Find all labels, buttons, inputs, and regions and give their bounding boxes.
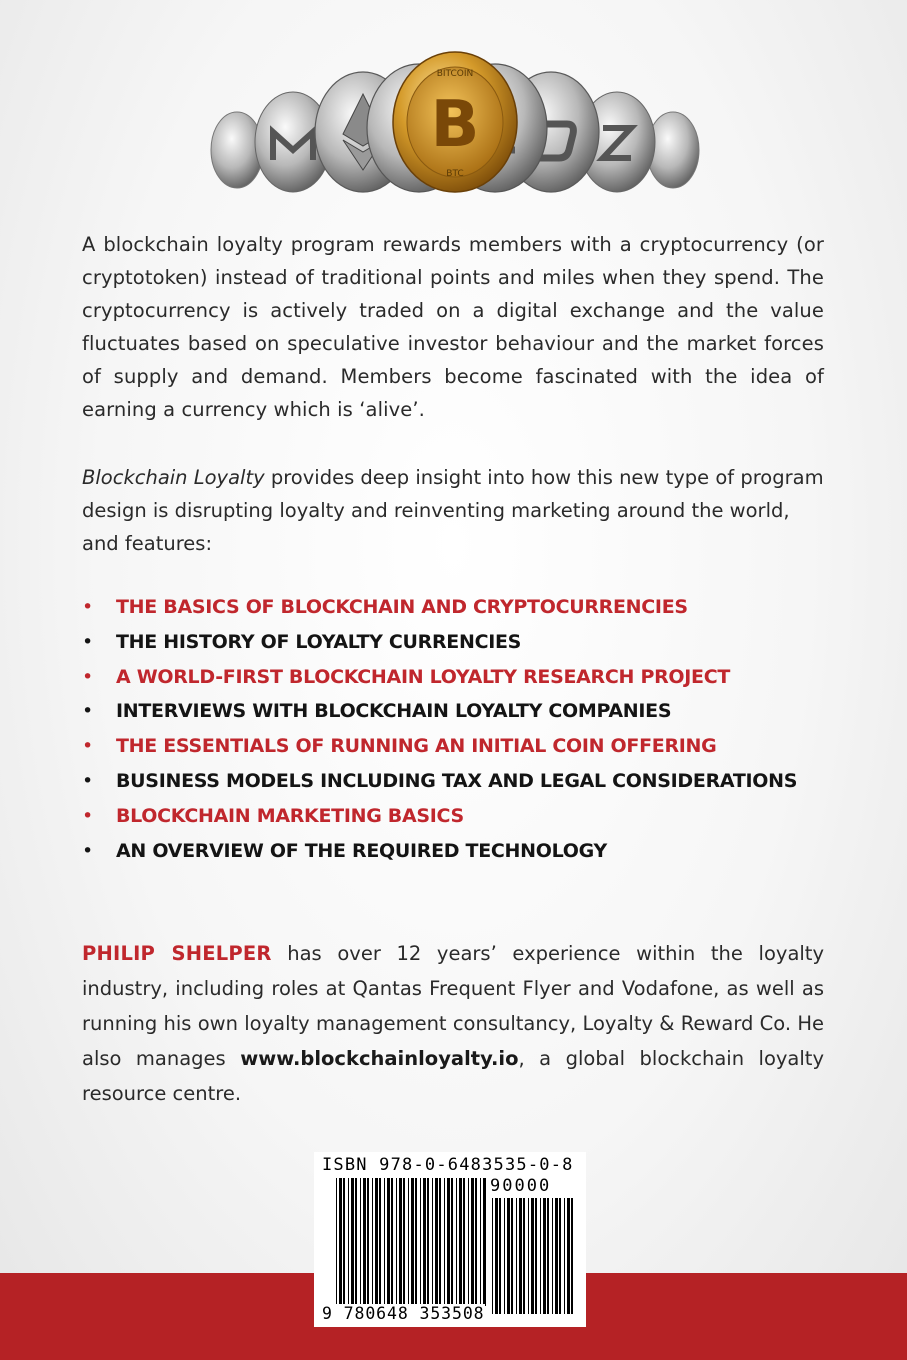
barcode-bar bbox=[420, 1178, 421, 1306]
barcode-bar bbox=[511, 1198, 513, 1314]
book-title: Blockchain Loyalty bbox=[82, 466, 265, 489]
barcode-bar bbox=[408, 1178, 409, 1306]
barcode-bar bbox=[432, 1178, 433, 1306]
features-list bbox=[82, 590, 797, 868]
feature-text: INTERVIEWS WITH BLOCKCHAIN LOYALTY COMPANIES bbox=[116, 700, 672, 723]
coin-bitcoin-label-bottom: BTC bbox=[446, 169, 464, 179]
ean-barcode-bars bbox=[336, 1178, 486, 1306]
barcode-bar bbox=[516, 1198, 517, 1314]
barcode-bar bbox=[475, 1178, 477, 1306]
barcode-bar bbox=[444, 1178, 445, 1306]
book-intro-paragraph bbox=[82, 461, 824, 560]
bullet-icon: • bbox=[82, 769, 93, 792]
barcode-bar bbox=[336, 1178, 337, 1306]
barcode-bar bbox=[555, 1198, 558, 1314]
barcode-bar bbox=[379, 1178, 381, 1306]
feature-text: BLOCKCHAIN MARKETING BASICS bbox=[116, 804, 464, 827]
barcode-bar bbox=[387, 1178, 390, 1306]
barcode-bar bbox=[571, 1198, 573, 1314]
barcode-bar bbox=[391, 1178, 393, 1306]
barcode-bar bbox=[375, 1178, 378, 1306]
barcode-bar bbox=[339, 1178, 342, 1306]
feature-item bbox=[82, 625, 797, 660]
barcode-bar bbox=[403, 1178, 405, 1306]
barcode-bar bbox=[343, 1178, 345, 1306]
barcode-bar bbox=[523, 1198, 525, 1314]
feature-text: THE BASICS OF BLOCKCHAIN AND CRYPTOCURRENCIES bbox=[116, 596, 688, 618]
barcode-bar bbox=[396, 1178, 397, 1306]
isbn-number: ISBN 978-0-6483535-0-8 bbox=[322, 1155, 574, 1175]
barcode-bar bbox=[367, 1178, 369, 1306]
bio-text-end: , a global blockchain loyalty resource centre. bbox=[82, 1047, 824, 1105]
barcode-bar bbox=[543, 1198, 546, 1314]
feature-item bbox=[82, 590, 797, 625]
barcode-bar bbox=[483, 1178, 486, 1306]
barcode-bar bbox=[564, 1198, 565, 1314]
bullet-icon: • bbox=[82, 839, 93, 862]
bullet-icon: • bbox=[82, 630, 93, 653]
barcode-bar bbox=[451, 1178, 453, 1306]
addon-barcode-bars bbox=[492, 1198, 578, 1314]
feature-item bbox=[82, 764, 797, 799]
barcode-bar bbox=[363, 1178, 366, 1306]
barcode-bar bbox=[415, 1178, 417, 1306]
barcode-bar bbox=[384, 1178, 385, 1306]
barcode-bar bbox=[495, 1198, 498, 1314]
bullet-icon: • bbox=[82, 804, 93, 827]
barcode-bar bbox=[447, 1178, 450, 1306]
cryptocurrency-coins-illustration bbox=[205, 50, 705, 200]
barcode-bar bbox=[519, 1198, 522, 1314]
feature-item bbox=[82, 660, 797, 695]
bullet-icon: • bbox=[82, 700, 93, 723]
coin-bitcoin-label-top: BITCOIN bbox=[436, 69, 474, 79]
feature-text: THE ESSENTIALS OF RUNNING AN INITIAL COIN OFFERING bbox=[116, 735, 717, 758]
price-addon-number: 90000 bbox=[490, 1176, 552, 1196]
feature-text: A WORLD-FIRST BLOCKCHAIN LOYALTY RESEARCH PROJECT bbox=[116, 665, 730, 688]
author-bio bbox=[82, 936, 824, 1111]
barcode-bar bbox=[427, 1178, 429, 1306]
barcode-bar bbox=[411, 1178, 414, 1306]
barcode-bar bbox=[535, 1198, 537, 1314]
feature-text: THE HISTORY OF LOYALTY CURRENCIES bbox=[116, 630, 522, 653]
barcode-bar bbox=[547, 1198, 549, 1314]
barcode-bar bbox=[399, 1178, 402, 1306]
ean-number: 9 780648 353508 bbox=[322, 1304, 485, 1323]
barcode-bar bbox=[372, 1178, 373, 1306]
feature-item bbox=[82, 694, 797, 729]
barcode-bar bbox=[531, 1198, 534, 1314]
barcode-bar bbox=[360, 1178, 361, 1306]
barcode-bar bbox=[351, 1178, 354, 1306]
barcode-bar bbox=[439, 1178, 441, 1306]
barcode-bar bbox=[480, 1178, 481, 1306]
bullet-icon: • bbox=[82, 665, 93, 688]
feature-text: AN OVERVIEW OF THE REQUIRED TECHNOLOGY bbox=[116, 839, 607, 862]
website-link[interactable]: www.blockchainloyalty.io bbox=[240, 1047, 519, 1070]
description-paragraph: A blockchain loyalty program rewards members with a cryptocurrency (or cryptotoken) instead of traditional points and miles when they spend. The cryptocurrency is actively traded on a digital exchange and the value fluctuates based on speculative investor behaviour and the market forces of supply and demand. Members become fascinated with the idea of earning a currency which is ‘alive’. bbox=[82, 233, 824, 421]
barcode-bar bbox=[552, 1198, 553, 1314]
barcode-bar bbox=[492, 1198, 493, 1314]
barcode-bar bbox=[471, 1178, 474, 1306]
feature-item bbox=[82, 729, 797, 764]
barcode-bar bbox=[499, 1198, 501, 1314]
barcode-bar bbox=[355, 1178, 357, 1306]
feature-item bbox=[82, 834, 797, 869]
barcode-bar bbox=[423, 1178, 426, 1306]
barcode-bar bbox=[528, 1198, 529, 1314]
barcode-bar bbox=[507, 1198, 510, 1314]
isbn-barcode bbox=[314, 1152, 586, 1327]
author-name: PHILIP SHELPER bbox=[82, 942, 272, 965]
barcode-bar bbox=[559, 1198, 561, 1314]
book-intro-text: provides deep insight into how this new type of program design is disrupting loyalty and reinventing marketing around the world, and features: bbox=[82, 466, 824, 555]
feature-text: BUSINESS MODELS INCLUDING TAX AND LEGAL CONSIDERATIONS bbox=[116, 769, 798, 792]
barcode-bar bbox=[463, 1178, 465, 1306]
bullet-icon: • bbox=[82, 735, 93, 758]
barcode-bar bbox=[567, 1198, 570, 1314]
barcode-bar bbox=[468, 1178, 469, 1306]
barcode-bar bbox=[459, 1178, 462, 1306]
barcode-bar bbox=[504, 1198, 505, 1314]
bio-text: has over 12 years’ experience within the loyalty industry, including roles at Qantas Frequent Flyer and Vodafone, as well as running his own loyalty management consultancy, Loyalty & Reward Co. He also manages bbox=[82, 942, 824, 1070]
barcode-bar bbox=[540, 1198, 541, 1314]
barcode-bar bbox=[456, 1178, 457, 1306]
barcode-bar bbox=[348, 1178, 349, 1306]
bullet-icon: • bbox=[82, 596, 93, 618]
feature-item bbox=[82, 799, 797, 834]
barcode-bar bbox=[435, 1178, 438, 1306]
bitcoin-symbol: B bbox=[430, 88, 480, 162]
